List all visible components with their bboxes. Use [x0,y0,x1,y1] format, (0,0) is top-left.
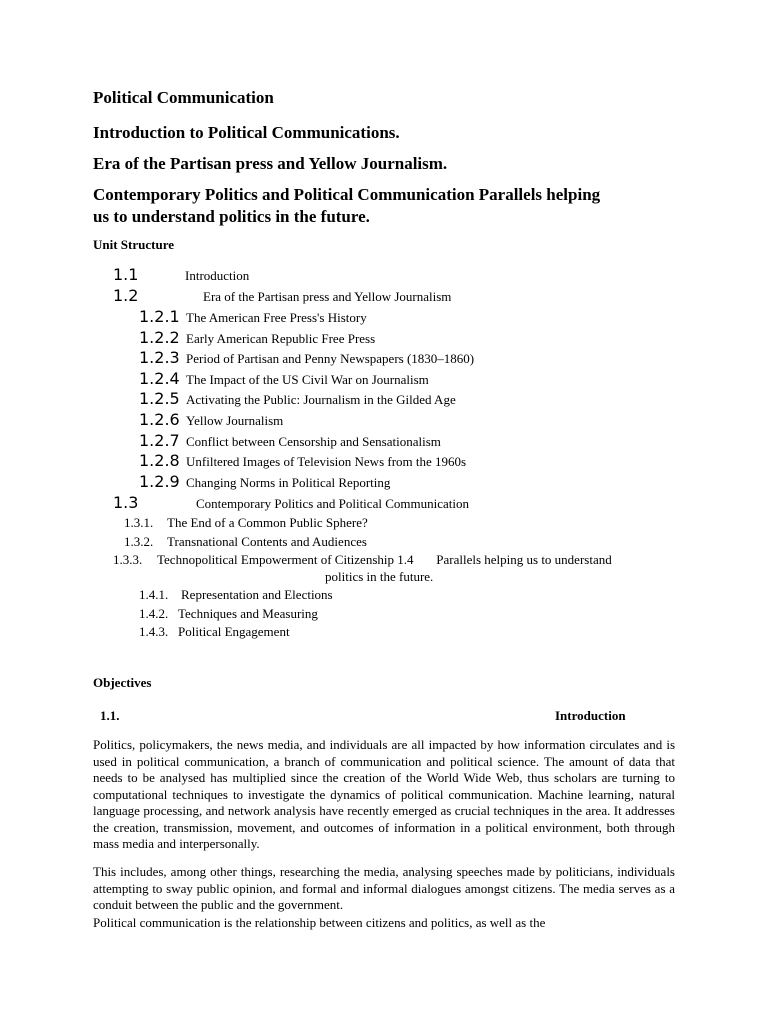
toc-number: 1.2.5 [139,389,180,408]
toc-number: 1.4.1. [139,587,169,602]
toc-item-text: Introduction [185,268,250,283]
paragraph-intro-2: This includes, among other things, researching the media, analysing speeches made by politicians, individuals attempting to sway public opinion, and formal and informal dialogues amongst citizens. The media serves as a conduit between the public and the government. [93,864,675,912]
toc-item-text: Technopolitical Empowerment of Citizenship 1.4 Parallels helping us to understand [157,552,612,567]
toc-number: 1.1 [113,265,139,284]
toc-number: 1.2.3 [139,348,180,367]
toc-number: 1.4.3. [139,624,169,639]
toc-item-text: Era of the Partisan press and Yellow Journalism [203,289,452,304]
toc-item-text: politics in the future. [325,569,434,584]
toc-number: 1.2.8 [139,451,180,470]
toc-item-text: The American Free Press's History [186,310,367,325]
toc-number: 1.3 [113,493,139,512]
objectives-label: Objectives [93,675,152,690]
toc-item-text: Techniques and Measuring [178,606,318,621]
toc-number: 1.4.2. [139,606,169,621]
toc-item-text: Early American Republic Free Press [186,331,376,346]
toc-item-text: Transnational Contents and Audiences [167,534,367,549]
toc-number: 1.2.6 [139,410,180,429]
toc-number: 1.3.2. [124,534,154,549]
heading-contemporary-line2: us to understand politics in the future. [93,207,370,226]
heading-intro: Introduction to Political Communications. [93,123,400,142]
toc-number: 1.2.4 [139,369,180,388]
heading-contemporary-line1: Contemporary Politics and Political Communication Parallels helping [93,185,601,204]
toc-item-text: Contemporary Politics and Political Communication [196,496,469,511]
paragraph-intro-1: Politics, policymakers, the news media, and individuals are all impacted by how information circulates and is used in political communication, a branch of communication and political science. The amount of data that needs to be analysed has multiplied since the creation of the World Wide Web, thus scholars are turning to computational techniques to investigate the dynamics of political communication. Machine learning, natural language processing, and network analysis have recently emerged as crucial techniques in the area. It addresses the creation, transmission, movement, and outcomes of information in a political environment, both through mass media and interpersonally. [93,737,675,851]
toc-item-text: The Impact of the US Civil War on Journalism [186,372,429,387]
toc-item-text: Yellow Journalism [186,413,284,428]
section-number: 1.1. [100,708,120,723]
section-title: Introduction [555,708,626,723]
paragraph-intro-3: Political communication is the relationship between citizens and politics, as well as the [93,915,546,930]
toc-number: 1.3.1. [124,515,154,530]
toc-number: 1.2.9 [139,472,180,491]
toc-item-text: Conflict between Censorship and Sensationalism [186,434,441,449]
toc-item-text: Period of Partisan and Penny Newspapers (1830–1860) [186,351,475,366]
toc-item-text: The End of a Common Public Sphere? [167,515,368,530]
toc-number: 1.2.7 [139,431,180,450]
toc-number: 1.2.2 [139,328,180,347]
toc-item-text: Representation and Elections [181,587,333,602]
toc-number: 1.2 [113,286,139,305]
toc-number: 1.2.1 [139,307,180,326]
toc-item-text: Political Engagement [178,624,290,639]
toc-item-text: Unfiltered Images of Television News from the 1960s [186,454,467,469]
unit-structure-label: Unit Structure [93,237,175,252]
heading-partisan-press: Era of the Partisan press and Yellow Journalism. [93,154,448,173]
toc-item-text: Activating the Public: Journalism in the Gilded Age [186,392,456,407]
document-title: Political Communication [93,88,274,107]
toc-item-text: Changing Norms in Political Reporting [186,475,391,490]
toc-number: 1.3.3. [113,552,143,567]
